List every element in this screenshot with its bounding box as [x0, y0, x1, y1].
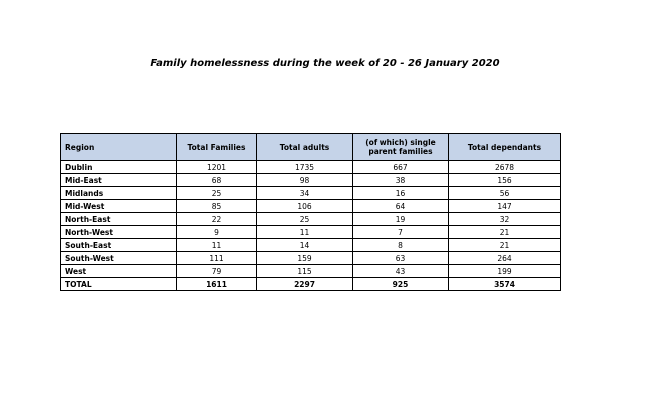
adults-cell: 115	[257, 265, 353, 278]
header-total-families: Total Families	[177, 134, 257, 161]
table-row	[61, 265, 561, 278]
total-dependants-cell: 3574	[449, 278, 561, 291]
document-title: Family homelessness during the week of 20 - 26 January 2020	[150, 58, 500, 69]
families-cell: 85	[177, 200, 257, 213]
single-parent-cell: 38	[353, 174, 449, 187]
single-parent-cell: 8	[353, 239, 449, 252]
region-cell: Mid-East	[61, 174, 177, 187]
dependants-cell: 32	[449, 213, 561, 226]
total-adults-cell: 2297	[257, 278, 353, 291]
adults-cell: 25	[257, 213, 353, 226]
total-label-cell: TOTAL	[61, 278, 177, 291]
region-cell: South-West	[61, 252, 177, 265]
dependants-cell: 2678	[449, 161, 561, 174]
families-cell: 1201	[177, 161, 257, 174]
table-row	[61, 174, 561, 187]
table-header	[61, 134, 561, 161]
single-parent-cell: 19	[353, 213, 449, 226]
adults-cell: 106	[257, 200, 353, 213]
region-cell: West	[61, 265, 177, 278]
single-parent-cell: 43	[353, 265, 449, 278]
families-cell: 22	[177, 213, 257, 226]
dependants-cell: 264	[449, 252, 561, 265]
region-cell: South-East	[61, 239, 177, 252]
single-parent-cell: 16	[353, 187, 449, 200]
table-row	[61, 161, 561, 174]
table-row	[61, 252, 561, 265]
table-body	[61, 161, 561, 291]
table-row	[61, 213, 561, 226]
dependants-cell: 147	[449, 200, 561, 213]
region-cell: Dublin	[61, 161, 177, 174]
region-cell: Mid-West	[61, 200, 177, 213]
dependants-cell: 21	[449, 239, 561, 252]
adults-cell: 34	[257, 187, 353, 200]
families-cell: 68	[177, 174, 257, 187]
table-row	[61, 200, 561, 213]
total-row	[61, 278, 561, 291]
families-cell: 11	[177, 239, 257, 252]
families-cell: 111	[177, 252, 257, 265]
adults-cell: 14	[257, 239, 353, 252]
families-cell: 9	[177, 226, 257, 239]
single-parent-cell: 64	[353, 200, 449, 213]
single-parent-cell: 7	[353, 226, 449, 239]
adults-cell: 1735	[257, 161, 353, 174]
header-single-parent-families: (of which) single parent families	[353, 134, 449, 161]
dependants-cell: 156	[449, 174, 561, 187]
header-total-adults: Total adults	[257, 134, 353, 161]
adults-cell: 98	[257, 174, 353, 187]
families-cell: 79	[177, 265, 257, 278]
total-families-cell: 1611	[177, 278, 257, 291]
region-cell: North-East	[61, 213, 177, 226]
table-row	[61, 187, 561, 200]
region-cell: North-West	[61, 226, 177, 239]
single-parent-cell: 63	[353, 252, 449, 265]
region-cell: Midlands	[61, 187, 177, 200]
header-region: Region	[61, 134, 177, 161]
homelessness-table	[60, 133, 561, 291]
header-row	[61, 134, 561, 161]
table-row	[61, 239, 561, 252]
total-single-parent-cell: 925	[353, 278, 449, 291]
dependants-cell: 199	[449, 265, 561, 278]
dependants-cell: 21	[449, 226, 561, 239]
single-parent-cell: 667	[353, 161, 449, 174]
families-cell: 25	[177, 187, 257, 200]
dependants-cell: 56	[449, 187, 561, 200]
adults-cell: 11	[257, 226, 353, 239]
header-total-dependants: Total dependants	[449, 134, 561, 161]
table-row	[61, 226, 561, 239]
adults-cell: 159	[257, 252, 353, 265]
